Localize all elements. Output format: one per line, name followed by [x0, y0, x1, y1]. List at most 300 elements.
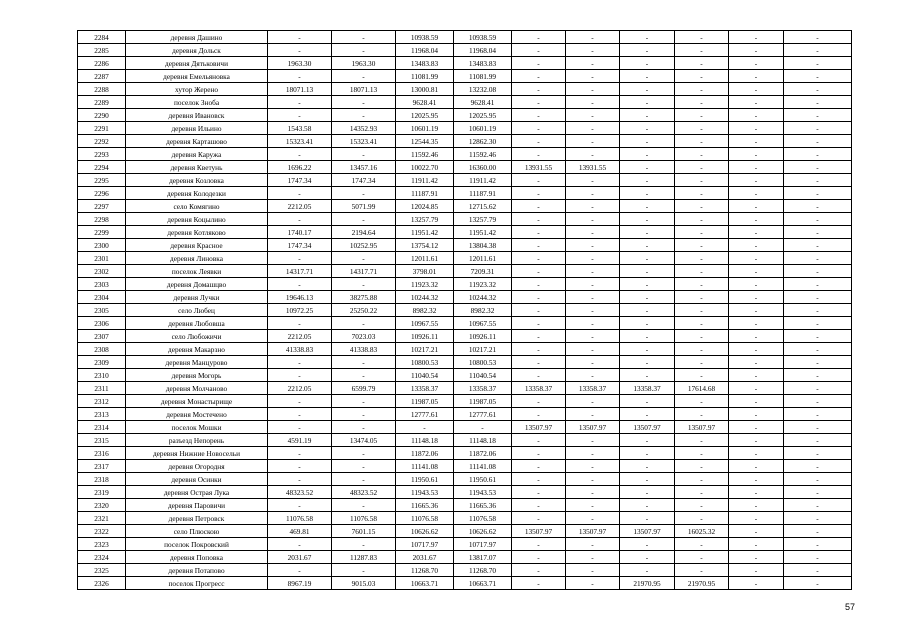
table-cell-c8: -: [675, 96, 729, 109]
table-cell-c6: -: [566, 395, 620, 408]
table-cell-c8: 16025.32: [675, 525, 729, 538]
table-cell-c9: -: [729, 252, 784, 265]
table-cell-id: 2320: [78, 499, 126, 512]
table-cell-c8: -: [675, 356, 729, 369]
table-cell-name: деревня Манцурово: [126, 356, 268, 369]
table-cell-c3: 11592.46: [396, 148, 454, 161]
table-cell-c7: -: [620, 109, 675, 122]
table-cell-c3: 11950.61: [396, 473, 454, 486]
table-cell-name: деревня Каружа: [126, 148, 268, 161]
table-row: [78, 486, 852, 499]
table-cell-id: 2326: [78, 577, 126, 590]
table-cell-c8: -: [675, 317, 729, 330]
table-cell-c6: -: [566, 291, 620, 304]
table-cell-c10: -: [784, 187, 852, 200]
table-cell-c6: -: [566, 499, 620, 512]
table-cell-c7: -: [620, 460, 675, 473]
table-cell-c6: 13931.55: [566, 161, 620, 174]
table-cell-c9: -: [729, 161, 784, 174]
table-row: [78, 577, 852, 590]
table-cell-c3: 10022.70: [396, 161, 454, 174]
table-cell-id: 2322: [78, 525, 126, 538]
table-row: [78, 122, 852, 135]
table-cell-c6: -: [566, 252, 620, 265]
table-cell-c1: -: [268, 421, 332, 434]
table-cell-c3: 11040.54: [396, 369, 454, 382]
table-cell-c1: 2212.05: [268, 382, 332, 395]
table-cell-c4: 11141.08: [454, 460, 512, 473]
table-cell-id: 2304: [78, 291, 126, 304]
table-cell-c10: -: [784, 44, 852, 57]
table-cell-c3: 10663.71: [396, 577, 454, 590]
table-cell-id: 2291: [78, 122, 126, 135]
table-cell-c3: 3798.01: [396, 265, 454, 278]
table-cell-c8: -: [675, 122, 729, 135]
table-cell-name: деревня Острая Лука: [126, 486, 268, 499]
table-cell-c7: -: [620, 447, 675, 460]
table-cell-c10: -: [784, 122, 852, 135]
table-cell-name: деревня Емельяновка: [126, 70, 268, 83]
table-cell-c1: -: [268, 447, 332, 460]
table-cell-c5: -: [512, 187, 566, 200]
table-cell-c7: -: [620, 356, 675, 369]
table-cell-c10: -: [784, 57, 852, 70]
table-cell-c6: -: [566, 551, 620, 564]
table-row: [78, 447, 852, 460]
table-cell-c1: 48323.52: [268, 486, 332, 499]
table-cell-id: 2292: [78, 135, 126, 148]
table-cell-c2: 25250.22: [332, 304, 396, 317]
table-cell-c2: 10252.95: [332, 239, 396, 252]
table-cell-c3: 11943.53: [396, 486, 454, 499]
table-cell-c2: -: [332, 213, 396, 226]
table-cell-id: 2284: [78, 31, 126, 44]
table-cell-c5: -: [512, 122, 566, 135]
table-cell-c5: 13358.37: [512, 382, 566, 395]
table-cell-c7: -: [620, 161, 675, 174]
table-cell-c3: 2031.67: [396, 551, 454, 564]
table-cell-c9: -: [729, 434, 784, 447]
table-cell-c3: 11665.36: [396, 499, 454, 512]
table-cell-c10: -: [784, 512, 852, 525]
table-cell-c6: -: [566, 44, 620, 57]
table-cell-c3: 13257.79: [396, 213, 454, 226]
table-cell-id: 2302: [78, 265, 126, 278]
table-cell-id: 2298: [78, 213, 126, 226]
table-cell-c7: -: [620, 122, 675, 135]
table-cell-c4: 13483.83: [454, 57, 512, 70]
table-cell-c1: -: [268, 369, 332, 382]
table-cell-id: 2293: [78, 148, 126, 161]
table-cell-c10: -: [784, 395, 852, 408]
table-cell-c8: -: [675, 83, 729, 96]
table-cell-c3: 10926.11: [396, 330, 454, 343]
table-cell-c6: -: [566, 96, 620, 109]
table-row: [78, 226, 852, 239]
table-cell-c10: -: [784, 343, 852, 356]
table-cell-c4: 13257.79: [454, 213, 512, 226]
table-cell-c6: -: [566, 538, 620, 551]
table-cell-c7: -: [620, 369, 675, 382]
table-cell-c9: -: [729, 96, 784, 109]
table-cell-c9: -: [729, 499, 784, 512]
table-cell-c8: -: [675, 148, 729, 161]
table-cell-c6: -: [566, 57, 620, 70]
table-cell-c7: -: [620, 213, 675, 226]
table-cell-c5: -: [512, 109, 566, 122]
table-cell-c5: -: [512, 317, 566, 330]
table-cell-c3: 11968.04: [396, 44, 454, 57]
table-row: [78, 473, 852, 486]
table-cell-id: 2319: [78, 486, 126, 499]
table-cell-c4: 13232.08: [454, 83, 512, 96]
table-cell-c3: 11148.18: [396, 434, 454, 447]
table-cell-c3: 11951.42: [396, 226, 454, 239]
table-cell-c2: 48323.52: [332, 486, 396, 499]
table-cell-c6: -: [566, 460, 620, 473]
table-cell-c5: -: [512, 174, 566, 187]
table-cell-c1: -: [268, 473, 332, 486]
table-cell-name: деревня Лучки: [126, 291, 268, 304]
table-row: [78, 70, 852, 83]
table-cell-name: деревня Макарзно: [126, 343, 268, 356]
table-cell-c3: 10800.53: [396, 356, 454, 369]
table-row: [78, 109, 852, 122]
table-cell-c10: -: [784, 317, 852, 330]
table-cell-c4: 11987.05: [454, 395, 512, 408]
table-cell-c9: -: [729, 122, 784, 135]
table-cell-c6: -: [566, 512, 620, 525]
table-cell-c2: -: [332, 395, 396, 408]
table-cell-c6: -: [566, 447, 620, 460]
table-cell-id: 2290: [78, 109, 126, 122]
table-cell-c10: -: [784, 525, 852, 538]
table-cell-c3: 11923.32: [396, 278, 454, 291]
table-cell-c6: 13358.37: [566, 382, 620, 395]
table-cell-c8: -: [675, 473, 729, 486]
table-cell-c8: -: [675, 44, 729, 57]
table-row: [78, 278, 852, 291]
table-cell-c8: -: [675, 226, 729, 239]
table-cell-c9: -: [729, 421, 784, 434]
table-cell-c4: 11076.58: [454, 512, 512, 525]
table-cell-c6: -: [566, 317, 620, 330]
table-cell-c8: 13507.97: [675, 421, 729, 434]
table-cell-c9: -: [729, 239, 784, 252]
table-cell-name: деревня Поповка: [126, 551, 268, 564]
table-cell-c3: 9628.41: [396, 96, 454, 109]
table-cell-c9: -: [729, 109, 784, 122]
table-cell-c1: 1747.34: [268, 239, 332, 252]
table-cell-id: 2314: [78, 421, 126, 434]
table-cell-c10: -: [784, 486, 852, 499]
table-cell-c7: -: [620, 31, 675, 44]
table-cell-c10: -: [784, 226, 852, 239]
table-cell-c4: 12011.61: [454, 252, 512, 265]
table-cell-c8: -: [675, 486, 729, 499]
table-cell-c2: -: [332, 408, 396, 421]
table-cell-c8: -: [675, 57, 729, 70]
table-cell-c2: -: [332, 187, 396, 200]
table-cell-c1: 11076.58: [268, 512, 332, 525]
table-cell-c7: 13358.37: [620, 382, 675, 395]
table-cell-c4: 7209.31: [454, 265, 512, 278]
table-row: [78, 83, 852, 96]
table-cell-name: село Плюскою: [126, 525, 268, 538]
table-cell-c4: 11081.99: [454, 70, 512, 83]
table-cell-c10: -: [784, 369, 852, 382]
table-cell-c10: -: [784, 174, 852, 187]
table-cell-id: 2311: [78, 382, 126, 395]
table-cell-c2: -: [332, 499, 396, 512]
table-cell-c8: -: [675, 395, 729, 408]
table-cell-name: деревня Огородня: [126, 460, 268, 473]
table-cell-name: деревня Карташово: [126, 135, 268, 148]
table-cell-c5: -: [512, 395, 566, 408]
table-cell-c1: -: [268, 538, 332, 551]
table-cell-c7: -: [620, 265, 675, 278]
table-cell-c5: -: [512, 460, 566, 473]
table-cell-c7: -: [620, 551, 675, 564]
table-cell-c10: -: [784, 304, 852, 317]
table-row: [78, 291, 852, 304]
table-cell-c6: -: [566, 109, 620, 122]
table-cell-c6: -: [566, 304, 620, 317]
table-cell-c10: -: [784, 200, 852, 213]
table-cell-c4: 13804.38: [454, 239, 512, 252]
table-cell-c6: -: [566, 486, 620, 499]
table-cell-id: 2312: [78, 395, 126, 408]
data-table: [77, 30, 852, 590]
table-cell-id: 2287: [78, 70, 126, 83]
table-cell-c10: -: [784, 447, 852, 460]
table-cell-id: 2323: [78, 538, 126, 551]
table-cell-c2: -: [332, 421, 396, 434]
table-cell-c9: -: [729, 577, 784, 590]
table-cell-c10: -: [784, 161, 852, 174]
table-cell-id: 2316: [78, 447, 126, 460]
table-cell-name: деревня Коцылино: [126, 213, 268, 226]
table-cell-c7: 13507.97: [620, 525, 675, 538]
table-cell-c4: 13358.37: [454, 382, 512, 395]
table-cell-c8: -: [675, 369, 729, 382]
table-cell-c9: -: [729, 31, 784, 44]
table-cell-name: деревня Монастырище: [126, 395, 268, 408]
table-row: [78, 57, 852, 70]
table-cell-c10: -: [784, 148, 852, 161]
table-cell-c2: 1747.34: [332, 174, 396, 187]
table-cell-c8: -: [675, 239, 729, 252]
table-row: [78, 395, 852, 408]
table-cell-c4: 11911.42: [454, 174, 512, 187]
table-cell-name: поселок Леявки: [126, 265, 268, 278]
table-cell-c5: -: [512, 70, 566, 83]
table-cell-c9: -: [729, 551, 784, 564]
table-row: [78, 512, 852, 525]
table-cell-c2: 38275.88: [332, 291, 396, 304]
table-cell-c5: -: [512, 486, 566, 499]
table-cell-c9: -: [729, 265, 784, 278]
table-cell-c2: -: [332, 252, 396, 265]
table-cell-c3: 10244.32: [396, 291, 454, 304]
table-cell-c9: -: [729, 226, 784, 239]
table-cell-c1: -: [268, 70, 332, 83]
table-cell-c6: -: [566, 239, 620, 252]
table-cell-c1: 18071.13: [268, 83, 332, 96]
table-cell-c5: -: [512, 291, 566, 304]
table-cell-c8: -: [675, 200, 729, 213]
table-cell-c8: -: [675, 564, 729, 577]
table-cell-c5: -: [512, 44, 566, 57]
table-cell-c2: -: [332, 44, 396, 57]
table-cell-c1: -: [268, 408, 332, 421]
table-cell-c10: -: [784, 109, 852, 122]
table-row: [78, 551, 852, 564]
table-cell-c2: 6599.79: [332, 382, 396, 395]
table-cell-c9: -: [729, 369, 784, 382]
table-cell-id: 2305: [78, 304, 126, 317]
table-cell-c7: -: [620, 291, 675, 304]
table-cell-c7: -: [620, 304, 675, 317]
table-cell-c8: -: [675, 304, 729, 317]
table-cell-id: 2299: [78, 226, 126, 239]
table-cell-c2: 41338.83: [332, 343, 396, 356]
table-cell-c2: 5071.99: [332, 200, 396, 213]
table-cell-c2: 11076.58: [332, 512, 396, 525]
table-cell-id: 2297: [78, 200, 126, 213]
table-cell-c9: -: [729, 486, 784, 499]
table-cell-id: 2296: [78, 187, 126, 200]
table-cell-name: деревня Красное: [126, 239, 268, 252]
table-row: [78, 161, 852, 174]
table-cell-id: 2324: [78, 551, 126, 564]
table-cell-c5: -: [512, 200, 566, 213]
table-cell-c8: -: [675, 135, 729, 148]
table-cell-c10: -: [784, 499, 852, 512]
table-cell-id: 2306: [78, 317, 126, 330]
table-cell-c4: 11943.53: [454, 486, 512, 499]
table-row: [78, 200, 852, 213]
table-cell-c6: -: [566, 31, 620, 44]
table-cell-c1: 10972.25: [268, 304, 332, 317]
table-cell-c4: 8982.32: [454, 304, 512, 317]
table-cell-c1: -: [268, 395, 332, 408]
table-cell-name: деревня Ильино: [126, 122, 268, 135]
table-cell-name: поселок Зноба: [126, 96, 268, 109]
table-cell-name: деревня Паровичи: [126, 499, 268, 512]
table-cell-c10: -: [784, 239, 852, 252]
table-cell-c7: -: [620, 473, 675, 486]
table-row: [78, 239, 852, 252]
table-cell-c9: -: [729, 317, 784, 330]
table-cell-c9: -: [729, 148, 784, 161]
table-cell-c9: -: [729, 291, 784, 304]
table-cell-c9: -: [729, 70, 784, 83]
table-cell-c5: -: [512, 512, 566, 525]
table-cell-c5: -: [512, 356, 566, 369]
table-cell-c3: 12544.35: [396, 135, 454, 148]
table-row: [78, 135, 852, 148]
table-cell-c9: -: [729, 473, 784, 486]
table-row: [78, 44, 852, 57]
table-cell-c7: -: [620, 226, 675, 239]
table-cell-c7: -: [620, 148, 675, 161]
table-cell-c2: -: [332, 369, 396, 382]
table-cell-c1: 1747.34: [268, 174, 332, 187]
table-cell-c3: 11141.08: [396, 460, 454, 473]
table-row: [78, 330, 852, 343]
table-cell-id: 2309: [78, 356, 126, 369]
table-cell-name: село Комягино: [126, 200, 268, 213]
table-cell-c1: -: [268, 499, 332, 512]
table-cell-id: 2300: [78, 239, 126, 252]
table-cell-c7: -: [620, 57, 675, 70]
table-cell-c7: -: [620, 44, 675, 57]
table-cell-c6: -: [566, 473, 620, 486]
table-cell-c3: 11268.70: [396, 564, 454, 577]
table-cell-c1: -: [268, 96, 332, 109]
table-cell-c3: 11076.58: [396, 512, 454, 525]
table-cell-c10: -: [784, 31, 852, 44]
table-row: [78, 499, 852, 512]
table-cell-c3: 12025.95: [396, 109, 454, 122]
table-cell-c4: 11923.32: [454, 278, 512, 291]
table-cell-c2: -: [332, 564, 396, 577]
table-cell-c6: -: [566, 200, 620, 213]
table-row: [78, 382, 852, 395]
table-cell-c9: -: [729, 356, 784, 369]
table-cell-id: 2295: [78, 174, 126, 187]
table-cell-c8: -: [675, 213, 729, 226]
table-cell-c5: 13507.97: [512, 421, 566, 434]
table-cell-name: деревня Дашино: [126, 31, 268, 44]
table-cell-c2: 14352.93: [332, 122, 396, 135]
table-cell-c1: 2031.67: [268, 551, 332, 564]
table-cell-id: 2325: [78, 564, 126, 577]
table-row: [78, 304, 852, 317]
table-cell-c5: -: [512, 213, 566, 226]
table-cell-c6: -: [566, 148, 620, 161]
table-cell-c5: -: [512, 265, 566, 278]
table-cell-name: деревня Колодезки: [126, 187, 268, 200]
table-cell-c1: 1543.58: [268, 122, 332, 135]
table-cell-c4: 11268.70: [454, 564, 512, 577]
table-cell-c9: -: [729, 538, 784, 551]
table-cell-c2: -: [332, 148, 396, 161]
table-cell-c9: -: [729, 343, 784, 356]
table-cell-c8: -: [675, 434, 729, 447]
table-cell-c1: -: [268, 564, 332, 577]
table-cell-c7: -: [620, 408, 675, 421]
table-cell-c2: -: [332, 317, 396, 330]
table-cell-c3: 11187.91: [396, 187, 454, 200]
table-cell-name: деревня Любовша: [126, 317, 268, 330]
table-cell-name: село Любец: [126, 304, 268, 317]
table-cell-c10: -: [784, 83, 852, 96]
table-cell-c10: -: [784, 434, 852, 447]
page-number: 57: [844, 602, 855, 612]
table-cell-c6: -: [566, 369, 620, 382]
table-cell-c7: -: [620, 434, 675, 447]
table-cell-c3: 11911.42: [396, 174, 454, 187]
table-cell-c5: -: [512, 239, 566, 252]
table-cell-c4: 11951.42: [454, 226, 512, 239]
table-cell-c9: -: [729, 83, 784, 96]
table-cell-c7: -: [620, 343, 675, 356]
table-cell-c10: -: [784, 278, 852, 291]
table-cell-name: деревня Кветунь: [126, 161, 268, 174]
table-cell-c10: -: [784, 551, 852, 564]
